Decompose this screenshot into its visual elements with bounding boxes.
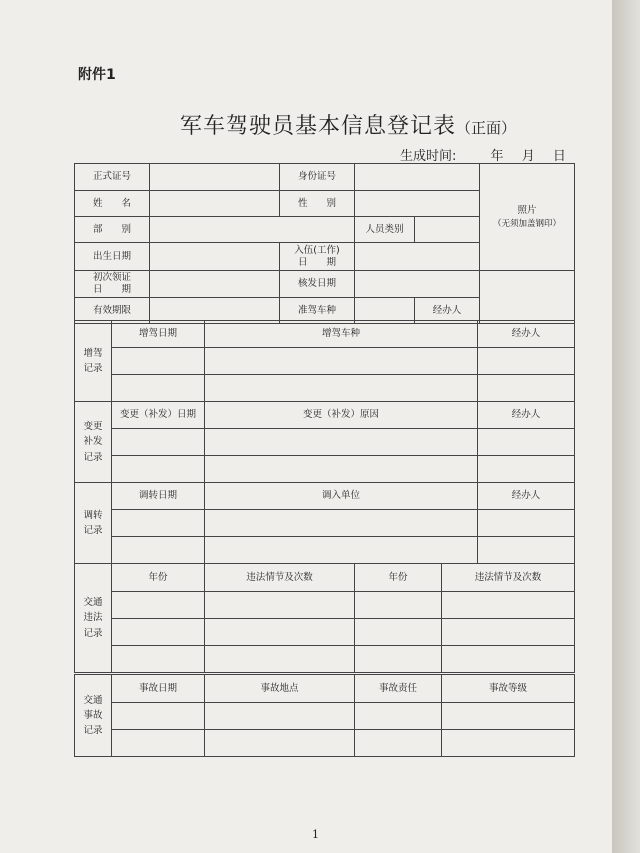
- table-cell[interactable]: [205, 537, 478, 564]
- accident-grade-header: 事故等级: [442, 675, 575, 703]
- add-class-date-header: 增驾日期: [112, 321, 205, 348]
- handler-label: 经办人: [415, 298, 480, 324]
- table-cell[interactable]: [478, 429, 575, 456]
- table-cell[interactable]: [112, 730, 205, 757]
- table-cell[interactable]: [205, 375, 478, 402]
- generated-label: 生成时间:: [400, 149, 457, 164]
- table-cell[interactable]: [112, 510, 205, 537]
- table-cell[interactable]: [478, 348, 575, 375]
- accident-side-label: 交通 事故 记录: [75, 675, 112, 757]
- table-cell[interactable]: [112, 592, 205, 619]
- table-cell[interactable]: [442, 730, 575, 757]
- transfer-handler-header: 经办人: [478, 483, 575, 510]
- form-title-main: 军车驾驶员基本信息登记表: [180, 114, 457, 139]
- violation-detail-header-2: 违法情节及次数: [442, 564, 575, 592]
- table-cell[interactable]: [205, 510, 478, 537]
- personnel-type-value[interactable]: [415, 217, 480, 243]
- table-cell[interactable]: [112, 537, 205, 564]
- page-edge-shadow: [612, 0, 640, 853]
- id-no-label: 身份证号: [280, 164, 355, 191]
- table-cell[interactable]: [442, 619, 575, 646]
- table-cell[interactable]: [205, 703, 355, 730]
- attachment-label: 附件1: [78, 67, 116, 83]
- table-cell[interactable]: [112, 646, 205, 673]
- change-date-header: 变更（补发）日期: [112, 402, 205, 429]
- transfer-unit-header: 调入单位: [205, 483, 478, 510]
- table-cell[interactable]: [478, 375, 575, 402]
- first-issue-value[interactable]: [150, 271, 280, 298]
- table-cell[interactable]: [205, 456, 478, 483]
- personnel-type-label: 人员类别: [355, 217, 415, 243]
- table-cell[interactable]: [112, 619, 205, 646]
- id-no-value[interactable]: [355, 164, 480, 191]
- violation-side-label: 交通 违法 记录: [75, 564, 112, 673]
- date-day: 日: [552, 149, 566, 164]
- table-cell[interactable]: [442, 592, 575, 619]
- department-value[interactable]: [150, 217, 355, 243]
- table-cell[interactable]: [112, 703, 205, 730]
- table-cell[interactable]: [112, 456, 205, 483]
- table-cell[interactable]: [112, 429, 205, 456]
- violation-record-table: [74, 563, 575, 673]
- table-cell[interactable]: [355, 592, 442, 619]
- accident-liability-header: 事故责任: [355, 675, 442, 703]
- table-cell[interactable]: [112, 375, 205, 402]
- enlist-date-label: 入伍(工作) 日 期: [280, 243, 355, 271]
- table-cell[interactable]: [355, 619, 442, 646]
- table-cell[interactable]: [442, 703, 575, 730]
- table-cell[interactable]: [205, 730, 355, 757]
- add-class-handler-header: 经办人: [478, 321, 575, 348]
- name-label: 姓 名: [75, 191, 150, 217]
- table-cell[interactable]: [478, 537, 575, 564]
- add-class-table: [74, 320, 575, 402]
- photo-label: 照片: [517, 204, 537, 216]
- table-cell[interactable]: [442, 646, 575, 673]
- table-cell[interactable]: [205, 619, 355, 646]
- birth-date-label: 出生日期: [75, 243, 150, 271]
- birth-date-value[interactable]: [150, 243, 280, 271]
- cert-no-label: 正式证号: [75, 164, 150, 191]
- form-title: [180, 109, 516, 140]
- table-cell[interactable]: [205, 646, 355, 673]
- issue-date-value[interactable]: [355, 271, 480, 298]
- generated-time: [400, 145, 566, 164]
- add-class-type-header: 增驾车种: [205, 321, 478, 348]
- transfer-record-table: [74, 482, 575, 564]
- violation-year-header: 年份: [112, 564, 205, 592]
- table-cell[interactable]: [205, 429, 478, 456]
- date-month: 月: [521, 149, 535, 164]
- violation-year-header-2: 年份: [355, 564, 442, 592]
- change-handler-header: 经办人: [478, 402, 575, 429]
- issue-date-label: 核发日期: [280, 271, 355, 298]
- vehicle-class-label: 准驾车种: [280, 298, 355, 324]
- name-value[interactable]: [150, 191, 280, 217]
- change-reason-header: 变更（补发）原因: [205, 402, 478, 429]
- cert-no-value[interactable]: [150, 164, 280, 191]
- department-label: 部 别: [75, 217, 150, 243]
- accident-date-header: 事故日期: [112, 675, 205, 703]
- table-cell[interactable]: [355, 703, 442, 730]
- accident-record-table: [74, 674, 575, 757]
- photo-box: [480, 164, 575, 271]
- table-cell[interactable]: [205, 348, 478, 375]
- violation-detail-header: 违法情节及次数: [205, 564, 355, 592]
- transfer-side-label: 调转 记录: [75, 483, 112, 564]
- table-cell[interactable]: [205, 592, 355, 619]
- first-issue-label: 初次领证 日 期: [75, 271, 150, 298]
- valid-period-label: 有效期限: [75, 298, 150, 324]
- table-cell[interactable]: [478, 510, 575, 537]
- transfer-date-header: 调转日期: [112, 483, 205, 510]
- date-year: 年: [490, 149, 504, 164]
- page-number: 1: [312, 828, 319, 841]
- basic-info-table: [74, 163, 575, 324]
- table-cell[interactable]: [478, 456, 575, 483]
- table-cell[interactable]: [112, 348, 205, 375]
- change-side-label: 变更 补发 记录: [75, 402, 112, 483]
- gender-value[interactable]: [355, 191, 480, 217]
- gender-label: 性 别: [280, 191, 355, 217]
- photo-note: （无须加盖钢印）: [492, 218, 561, 229]
- change-record-table: [74, 401, 575, 483]
- table-cell[interactable]: [355, 730, 442, 757]
- enlist-date-value[interactable]: [355, 243, 480, 271]
- add-class-side-label: 增驾 记录: [75, 321, 112, 402]
- photo-below-blank: [480, 271, 575, 324]
- accident-place-header: 事故地点: [205, 675, 355, 703]
- form-title-suffix: （正面）: [456, 119, 517, 137]
- table-cell[interactable]: [355, 646, 442, 673]
